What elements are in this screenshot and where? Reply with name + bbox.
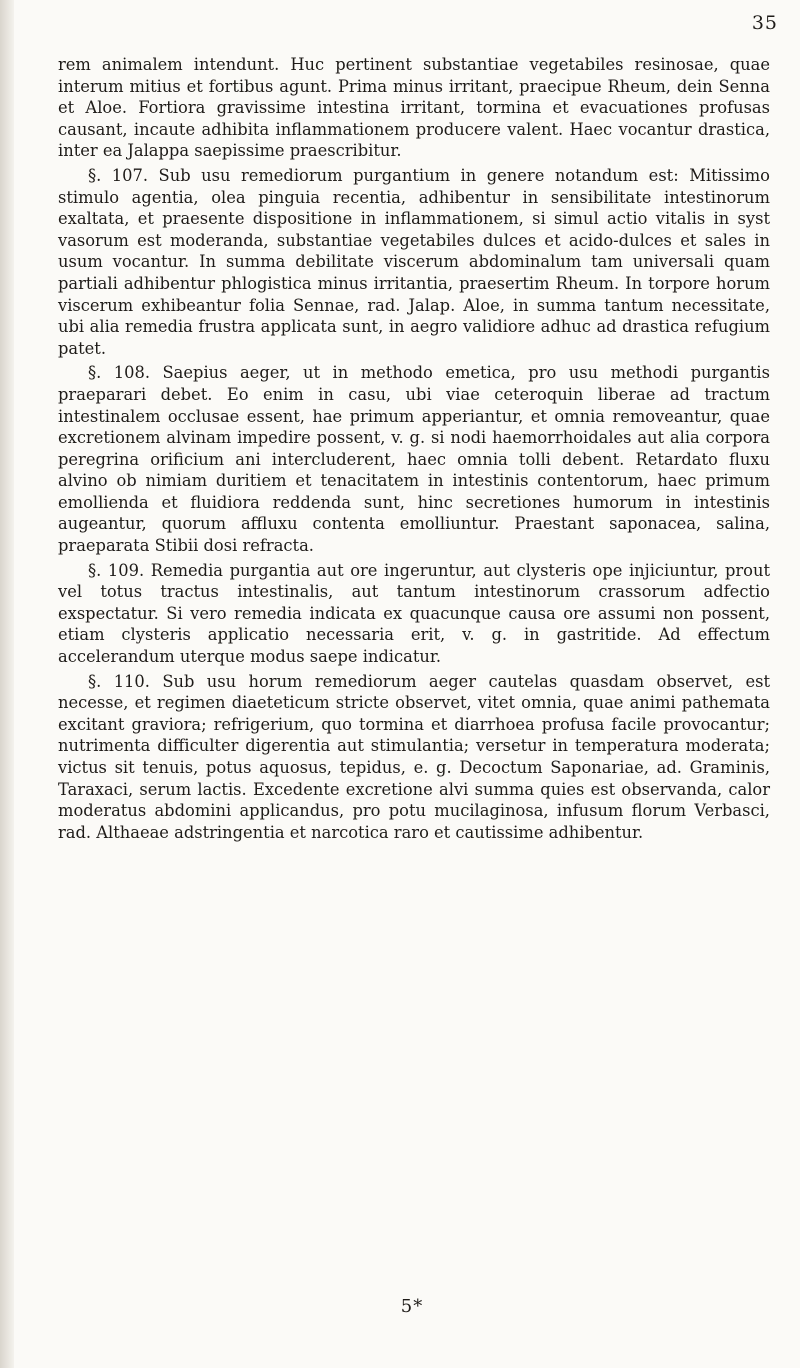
paragraph-section-109: §. 109. Remedia purgantia aut ore ingeruntur, aut clysteris ope injiciuntur, prout vel totus tractus intestinalis, aut tantum intestinorum crassorum adfectio exspectatur. Si vero remedia indicata ex quacunque causa ore assumi non possent, etiam clysteris applicatio necessaria erit, v. g. in gastritide. Ad effectum accelerandum uterque modus saepe indicatur. [58, 560, 770, 667]
signature-mark-line [0, 1296, 800, 1317]
paragraph-continuation: rem animalem intendunt. Huc pertinent substantiae vegetabiles resinosae, quae interum mitius et fortibus agunt. Prima minus irritant, praecipue Rheum, dein Senna et Aloe. Fortiora gravissime intestina irritant, tormina et evacuationes profusas causant, incaute adhibita inflammationem producere valent. Haec vocantur drastica, inter ea Jalappa saepissime praescribitur. [58, 55, 770, 161]
signature-mark: 5* [400, 1296, 424, 1317]
paragraph-section-108: §. 108. Saepius aeger, ut in methodo emetica, pro usu methodi purgantis praeparari debet. Eo enim in casu, ubi viae ceteroquin liberae ad tractum intestinalem occlusae essent, hae primum apperiantur, et omnia removeantur, quae excretionem alvinam impedire possent, v. g. si nodi haemorrhoidales aut alia corpora peregrina orificium ani intercluderent, haec omnia tolli debent. Retardato fluxu alvino ob nimiam duritiem et tenacitatem in intestinis contentorum, haec primum emollienda et fluidiora reddenda sunt, hinc secretiones humorum in intestinis augeantur, quorum affluxu contenta emolliuntur. Praestant saponacea, salina, praeparata Stibii dosi refracta. [58, 363, 770, 556]
body-text [58, 54, 770, 846]
page-gutter-shadow [0, 0, 14, 1368]
paragraph-section-110: §. 110. Sub usu horum remediorum aeger cautelas quasdam observet, est necesse, et regimen diaeteticum stricte observet, vitet omnia, quae animi pathemata excitant graviora; refrigerium, quo tormina et diarrhoea profusa facile provocantur; nutrimenta difficulter digerentia aut stimulantia; versetur in temperatura moderata; victus sit tenuis, potus aquosus, tepidus, e. g. Decoctum Saponariae, ad. Graminis, Taraxaci, serum lactis. Excedente excretione alvi summa quies est observanda, calor moderatus abdomini applicandus, pro potu mucilaginosa, infusum florum Verbasci, rad. Althaeae adstringentia et narcotica raro et cautissime adhibentur. [58, 671, 770, 842]
paragraph-section-107: §. 107. Sub usu remediorum purgantium in genere notandum est: Mitissimo stimulo agentia, olea pinguia recentia, adhibentur in sensibilitate intestinorum exaltata, et praesente dispositione in inflammationem, si simul actio vitalis in syst vasorum est moderanda, substantiae vegetabiles dulces et acido-dulces et sales in usum vocantur. In summa debilitate viscerum abdominalum tam universali quam partiali adhibentur phlogistica minus irritantia, praesertim Rheum. In torpore horum viscerum exhibeantur folia Sennae, rad. Jalap. Aloe, in summa tantum necessitate, ubi alia remedia frustra applicata sunt, in aegro validiore adhuc ad drastica refugium patet. [58, 165, 770, 358]
page-number: 35 [751, 12, 778, 34]
